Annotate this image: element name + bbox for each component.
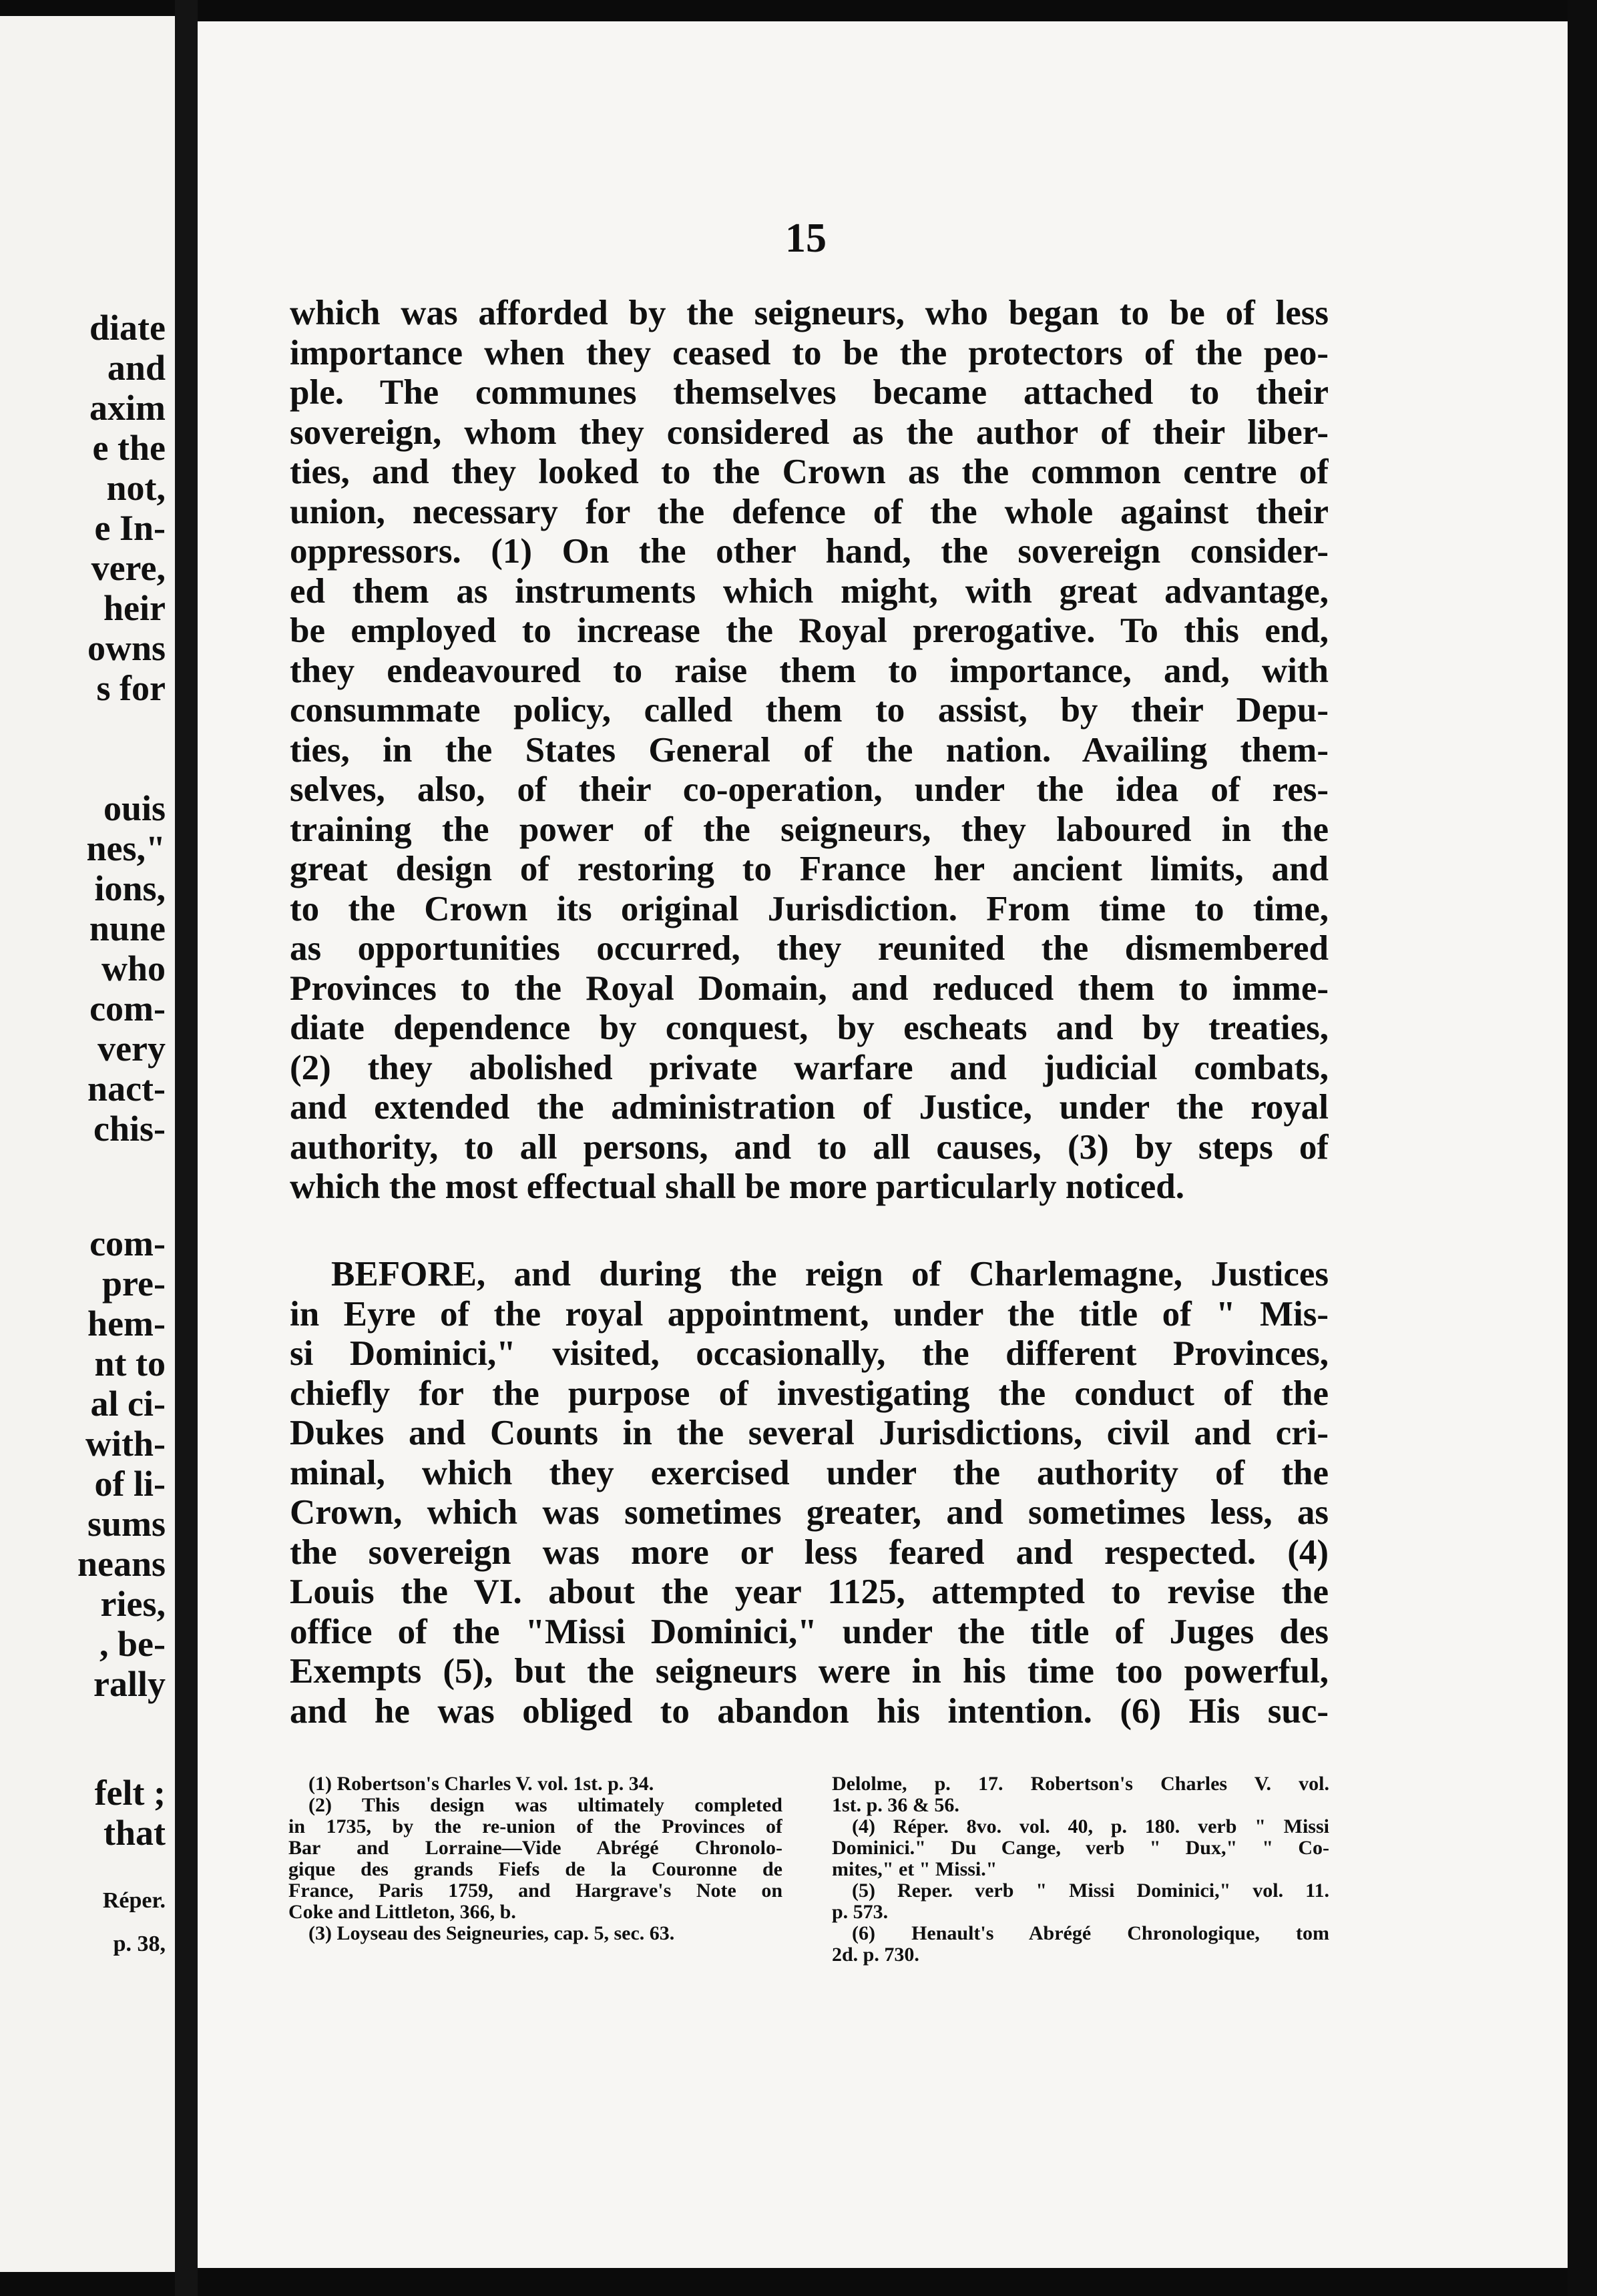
paragraph-2 [290,1255,1329,1731]
text-line: ed them as instruments which might, with great advantage, [290,571,1329,611]
left-line: vere, [91,548,166,588]
left-line: sums [87,1504,166,1544]
footnote-line: France, Paris 1759, and Hargrave's Note on [288,1880,782,1902]
text-line: (2) they abolished private warfare and judicial combats, [290,1048,1329,1087]
text-line: ple. The communes themselves became attached to their [290,373,1329,412]
left-line: axim [89,388,166,428]
paragraph-1 [290,294,1329,1207]
page-15 [198,21,1568,2268]
text-line: the sovereign was more or less feared and respected. (4) [290,1532,1329,1572]
scan-edge [1568,0,1597,2296]
text-line: consummate policy, called them to assist, by their Depu- [290,691,1329,730]
left-line: hem- [87,1304,166,1344]
left-line: with- [85,1424,166,1464]
book-gutter [175,0,198,2296]
text-line: training the power of the seigneurs, they laboured in the [290,810,1329,849]
footnote-line: Delolme, p. 17. Robertson's Charles V. vol. [832,1773,1329,1795]
text-line: be employed to increase the Royal prerogative. To this end, [290,611,1329,650]
text-line: sovereign, whom they considered as the author of their liber- [290,412,1329,452]
left-line: chis- [93,1109,166,1149]
left-line: , be- [99,1624,166,1664]
left-line: who [101,948,166,988]
left-line: com- [89,1223,166,1263]
left-line: neans [77,1544,166,1584]
footnote-line: (6) Henault's Abrégé Chronologique, tom [852,1923,1329,1944]
footnote-line: (4) Réper. 8vo. vol. 40, p. 180. verb " Missi [852,1816,1329,1837]
left-footnote-fragment: p. 38, [113,1932,166,1956]
footnote-line: (1) Robertson's Charles V. vol. 1st. p. 34. [308,1773,654,1795]
left-line: of li- [94,1464,166,1504]
footnote-line: (5) Reper. verb " Missi Dominici," vol. 11. [852,1880,1329,1902]
left-line: ouis [103,788,166,828]
footnote-line: 2d. p. 730. [832,1944,919,1966]
text-line: oppressors. (1) On the other hand, the sovereign consider- [290,532,1329,571]
footnote-line: 1st. p. 36 & 56. [832,1795,959,1816]
footnote-line: Coke and Littleton, 366, b. [288,1902,516,1923]
footnote-line: Dominici." Du Cange, verb " Dux," " Co- [832,1837,1329,1859]
left-line: ries, [100,1584,166,1624]
left-line: nune [89,908,166,948]
left-line: nes," [86,828,166,868]
text-line: si Dominici," visited, occasionally, the different Provinces, [290,1334,1329,1373]
left-line: not, [106,468,166,508]
text-line: to the Crown its original Jurisdiction. From time to time, [290,889,1329,928]
text-line: and extended the administration of Justice, under the royal [290,1088,1329,1127]
text-line: Louis the VI. about the year 1125, attempted to revise the [290,1572,1329,1611]
left-line: pre- [102,1263,166,1304]
text-line: diate dependence by conquest, by escheats and by treaties, [290,1009,1329,1047]
footnote-line: (2) This design was ultimately completed [308,1795,782,1816]
footnote-line: p. 573. [832,1902,889,1923]
left-footnote-fragment: Réper. [102,1888,166,1913]
text-line: great design of restoring to France her ancient limits, and [290,850,1329,888]
left-line: s for [96,668,166,708]
left-line: and [107,348,166,388]
text-line: as opportunities occurred, they reunited the dismembered [290,929,1329,968]
text-line: which the most effectual shall be more particularly noticed. [290,1167,1185,1206]
left-line: e the [92,428,166,468]
left-line: ions, [94,868,166,908]
footnotes-right-column [832,1773,1329,1966]
page-number: 15 [785,216,827,261]
text-line: Dukes and Counts in the several Jurisdictions, civil and cri- [290,1414,1329,1452]
footnotes-left-column [288,1773,782,1944]
text-line: which was afforded by the seigneurs, who began to be of less [290,294,1329,332]
left-line: heir [103,588,166,628]
text-line: office of the "Missi Dominici," under the title of Juges des [290,1612,1329,1651]
text-line: authority, to all persons, and to all causes, (3) by steps of [290,1127,1329,1167]
left-line: com- [89,988,166,1029]
left-page-fragment [0,16,175,2272]
footnote-line: Bar and Lorraine—Vide Abrégé Chronolo- [288,1837,782,1859]
left-line: owns [87,628,166,668]
left-line: nact- [87,1069,166,1109]
text-line: Crown, which was sometimes greater, and sometimes less, as [290,1493,1329,1532]
left-line: that [103,1813,166,1853]
text-line: Exempts (5), but the seigneurs were in his time too powerful, [290,1652,1329,1691]
left-line: rally [93,1664,166,1704]
text-line: importance when they ceased to be the protectors of the peo- [290,333,1329,372]
text-line: in Eyre of the royal appointment, under the title of " Mis- [290,1294,1329,1334]
left-line: very [97,1029,166,1069]
left-line: e In- [94,508,166,548]
text-line: Provinces to the Royal Domain, and reduced them to imme- [290,968,1329,1008]
text-line: union, necessary for the defence of the whole against their [290,492,1329,531]
text-line: chiefly for the purpose of investigating the conduct of the [290,1374,1329,1413]
left-line: diate [89,308,166,348]
text-line: they endeavoured to raise them to importance, and, with [290,651,1329,690]
text-line: BEFORE, and during the reign of Charlemagne, Justices [331,1255,1329,1294]
text-line: ties, in the States General of the nation. Availing them- [290,730,1329,770]
footnote-line: (3) Loyseau des Seigneuries, cap. 5, sec. 63. [308,1923,675,1944]
footnote-line: mites," et " Missi." [832,1859,997,1880]
left-line: felt ; [94,1773,166,1813]
text-line: ties, and they looked to the Crown as the common centre of [290,453,1329,491]
text-line: and he was obliged to abandon his intention. (6) His suc- [290,1691,1329,1731]
left-line: nt to [94,1344,166,1384]
footnote-line: in 1735, by the re-union of the Provinces of [288,1816,782,1837]
left-line: al ci- [90,1384,166,1424]
text-line: selves, also, of their co-operation, under the idea of res- [290,770,1329,809]
footnote-line: gique des grands Fiefs de la Couronne de [288,1859,782,1880]
text-line: minal, which they exercised under the authority of the [290,1453,1329,1492]
